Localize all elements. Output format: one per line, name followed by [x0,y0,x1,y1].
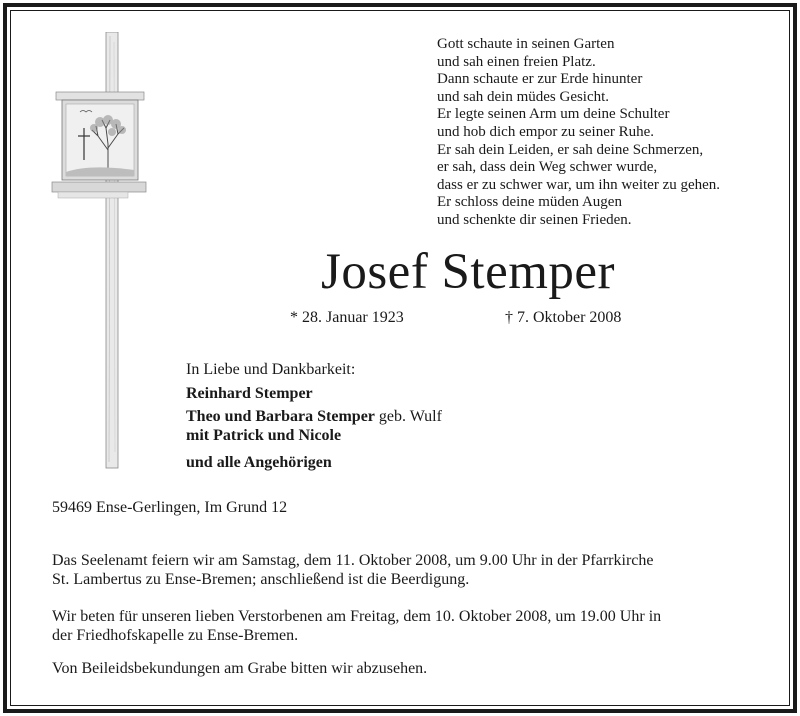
poem-line: und sah einen freien Platz. [437,53,596,70]
text-line: Von Beileidsbekundungen am Grabe bitten wir abzusehen. [52,660,428,677]
mourner-maiden-name: geb. Wulf [374,408,442,425]
birth-date: * 28. Januar 1923 [290,309,404,326]
poem-line: Dann schaute er zur Erde hinunter [437,71,643,88]
mourner-name: Theo und Barbara Stemper [186,408,375,425]
text-line: St. Lambertus zu Ense-Bremen; anschließend ist die Beerdigung. [52,571,470,588]
poem-line: er sah, dass dein Weg schwer wurde, [437,159,658,176]
poem-line: Er sah dein Leiden, er sah deine Schmerzen, [437,141,704,158]
poem [437,36,720,230]
poem-line: und hob dich empor zu seiner Ruhe. [437,123,655,140]
condolence-note [52,659,792,678]
mourners-intro: In Liebe und Dankbarkeit: [186,361,356,378]
mourner-name: Reinhard Stemper [186,385,313,402]
address: 59469 Ense-Gerlingen, Im Grund 12 [52,499,288,516]
prayer-text [52,607,792,645]
mourners-block [186,360,442,472]
text-line: Wir beten für unseren lieben Verstorbenen am Freitag, dem 10. Oktober 2008, um 19.00 Uhr in [52,608,662,625]
funeral-service-text [52,551,792,589]
poem-line: und schenkte dir seinen Frieden. [437,211,632,228]
deceased-name: Josef Stemper [320,244,616,300]
poem-line: Er legte seinen Arm um deine Schulter [437,106,670,123]
mourner-line [186,453,442,472]
text-line: der Friedhofskapelle zu Ense-Bremen. [52,627,299,644]
poem-line: Gott schaute in seinen Garten [437,36,615,52]
mourner-line [186,407,442,426]
poem-line: dass er zu schwer war, um ihn weiter zu gehen. [437,176,721,193]
text-line: Das Seelenamt feiern wir am Samstag, dem 11. Oktober 2008, um 9.00 Uhr in der Pfarrkirche [52,552,654,569]
poem-line: Er schloss deine müden Augen [437,194,622,211]
mourner-name: mit Patrick und Nicole [186,427,342,444]
mourner-line [186,426,442,445]
mourner-line [186,384,442,403]
death-date: † 7. Oktober 2008 [505,309,622,326]
mourner-name: und alle Angehörigen [186,454,332,471]
poem-line: und sah dein müdes Gesicht. [437,88,610,105]
